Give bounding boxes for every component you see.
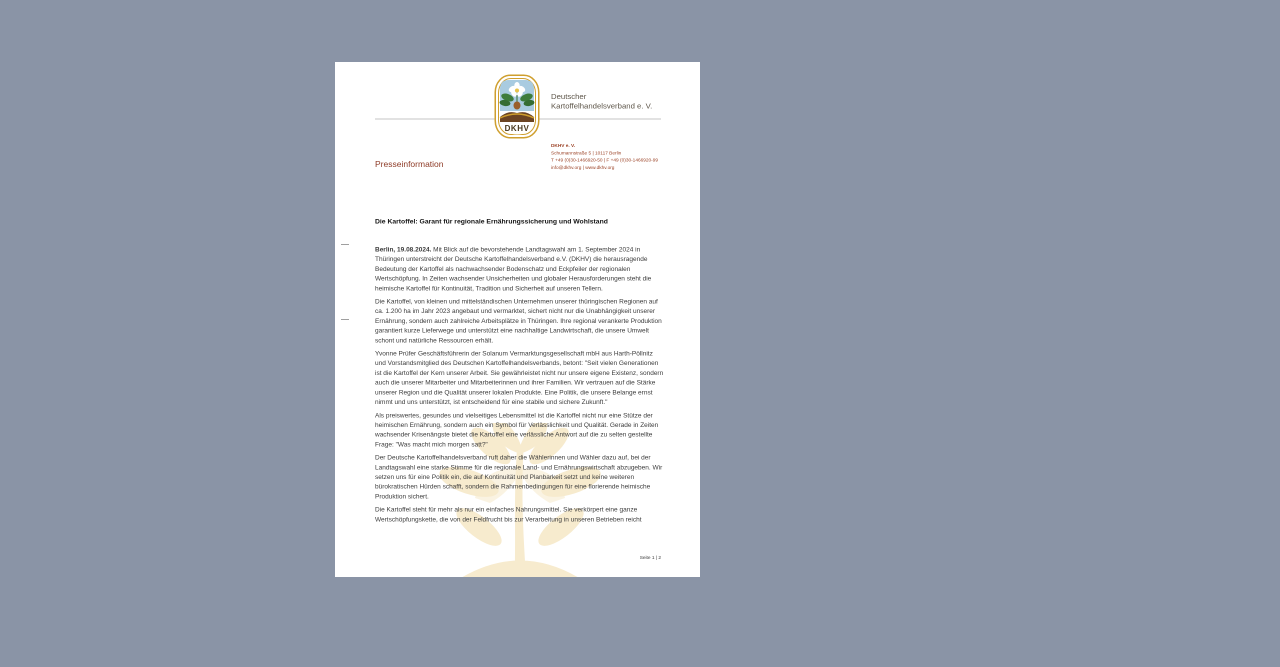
paragraph-lead: Berlin, 19.08.2024. [375,245,432,253]
paragraph [375,505,664,524]
contact-web: info@dkhv.org | www.dkhv.org [551,164,615,171]
paragraph-text: Die Kartoffel, von kleinen und mittelständischen Unternehmen unserer thüringischen Regionen auf ca. 1.200 ha im Jahr 2023 angebaut und vermarktet, sichert nicht nur die Unabhängigkeit unserer Ernährung, sondern auch zahlreiche Arbeitsplätze in Thüringen. Ihre regional verankerte Produktion garantiert kurze Lieferwege und unterstützt eine nachhaltige Landwirtschaft, die unsere Umwelt schont und natürliche Ressourcen erhält. [375,297,662,344]
paragraph-text: Als preiswertes, gesundes und vielseitiges Lebensmittel ist die Kartoffel nicht nur eine Stütze der heimischen Ernährung, sondern auch ein Symbol für Verlässlichkeit und Qualität. Gerade in Zeiten wachsender Krisenängste bietet die Kartoffel eine verlässliche Antwort auf die zu selten gestellte Frage: "Was macht mich morgen satt?" [375,411,659,448]
brand-line-1: Deutscher [551,92,587,101]
paragraph [375,297,664,346]
paragraph-text: Mit Blick auf die bevorstehende Landtagswahl am 1. September 2024 in Thüringen unterstreicht der Deutsche Kartoffelhandelsverband e.V. (DKHV) die herausragende Bedeutung der Kartoffel als nachwachsender Bodenschatz und Eckpfeiler der regionalen Wertschöpfung. In Zeiten wachsender Unsicherheiten und globaler Herausforderungen steht die heimische Kartoffel für Kontinuität, Tradition und Sicherheit auf unseren Tellern. [375,245,652,292]
page-number: Seite 1 | 2 [639,555,661,561]
paragraph [375,349,664,407]
paragraph-text: Der Deutsche Kartoffelhandelsverband ruft daher die Wählerinnen und Wähler dazu auf, bei der Landtagswahl eine starke Stimme für die regionale Land- und Ernährungswirtschaft abzugeben. Wir setzen uns für eine Politik ein, die auf Kontinuität und Planbarkeit setzt und keine weiteren bürokratischen Hürden schafft, sondern die Rahmenbedingungen für eine florierende heimische Produktion sichert. [375,453,663,500]
paragraph-text: Yvonne Prüfer Geschäftsführerin der Solanum Vermarktungsgesellschaft mbH aus Harth-Pöllnitz und Vorstandsmitglied des Deutschen Kartoffelhandelsverbands, betont: "Seit vielen Generationen ist die Kartoffel der Kern unserer Arbeit. Sie gewährleistet nicht nur unsere eigene Existenz, sondern auch die unserer Mitarbeiter und Mitarbeiterinnen und ihrer Familien. Wir vertrauen auf die Stärke unserer Region und die Qualität unserer lokalen Produkte. Eine Politik, die unsere Belange ernst nimmt und uns unterstützt, ist entscheidend für eine stabile und sichere Zukunft." [375,349,664,406]
dkhv-logo-text: DKHV [504,124,530,133]
contact-org: DKHV e. V. [551,143,576,149]
document-viewport [335,62,700,577]
paragraph [375,453,664,502]
doc-type-label: Presseinformation [375,159,444,169]
brand-line-2: Kartoffelhandelsverband e. V. [551,102,653,111]
brand-name [551,92,652,111]
contact-address: Schumannstraße 5 | 10117 Berlin [551,150,622,156]
document-body [375,245,664,528]
contact-phone: T +49 (0)30-1466920-50 | F +49 (0)30-1466920-99 [551,157,659,164]
dkhv-logo-icon [494,74,540,139]
paragraph-text: Die Kartoffel steht für mehr als nur ein einfaches Nahrungsmittel. Sie verkörpert eine ganze Wertschöpfungskette, die von der Feldfrucht bis zur Verarbeitung in unseren Betrieben reicht [375,505,642,523]
document-title: Die Kartoffel: Garant für regionale Ernährungssicherung und Wohlstand [375,217,608,225]
paragraph [375,410,664,449]
document-page [335,62,700,577]
paragraph [375,245,664,294]
contact-block [551,143,658,172]
punch-mark [341,319,349,320]
fold-mark [341,244,349,245]
